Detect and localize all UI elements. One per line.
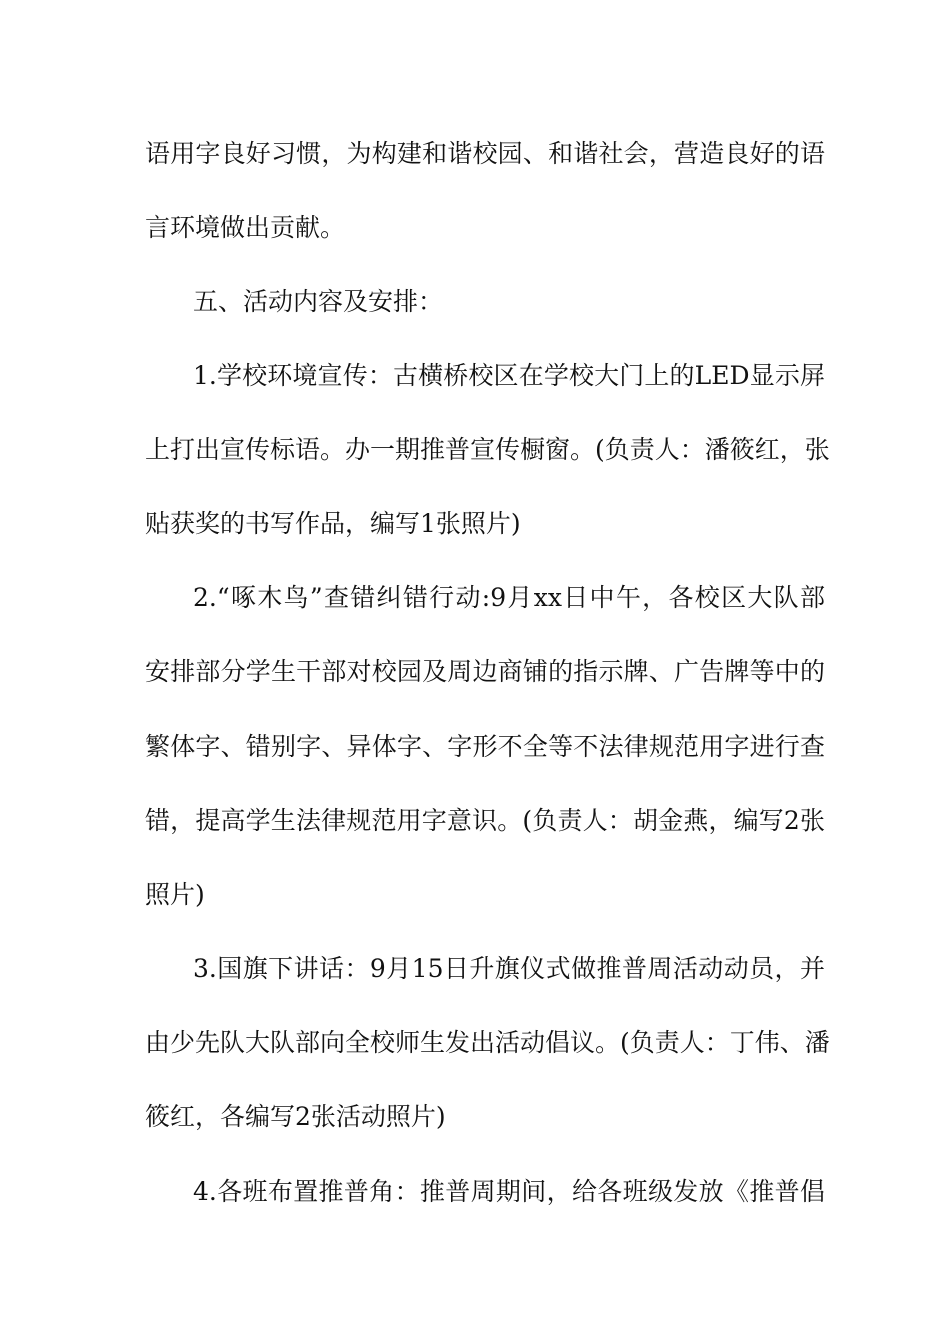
paragraph-line: 言环境做出贡献。 xyxy=(145,213,346,242)
paragraph-line: 1.学校环境宣传：古横桥校区在学校大门上的LED显示屏 xyxy=(193,361,825,390)
paragraph-line: 筱红，各编写2张活动照片) xyxy=(145,1102,446,1131)
paragraph-line: 3.国旗下讲话：9月15日升旗仪式做推普周活动动员，并 xyxy=(193,954,825,983)
paragraph-line: 由少先队大队部向全校师生发出活动倡议。(负责人：丁伟、潘 xyxy=(145,1028,830,1057)
paragraph-line: 语用字良好习惯，为构建和谐校园、和谐社会，营造良好的语 xyxy=(145,139,825,168)
paragraph-line: 照片) xyxy=(145,880,205,909)
paragraph-line: 错，提高学生法律规范用字意识。(负责人：胡金燕，编写2张 xyxy=(145,806,825,835)
paragraph-line: 贴获奖的书写作品，编写1张照片) xyxy=(145,509,521,538)
paragraph-line: 安排部分学生干部对校园及周边商铺的指示牌、广告牌等中的 xyxy=(145,657,825,686)
paragraph-line: 繁体字、错别字、异体字、字形不全等不法律规范用字进行查 xyxy=(145,732,825,761)
paragraph-line: 上打出宣传标语。办一期推普宣传橱窗。(负责人：潘筱红，张 xyxy=(145,435,830,464)
section-heading: 五、活动内容及安排： xyxy=(193,287,444,316)
paragraph-line: 4.各班布置推普角：推普周期间，给各班级发放《推普倡 xyxy=(193,1177,825,1206)
paragraph-line: 2.“啄木鸟”查错纠错行动:9月xx日中午，各校区大队部 xyxy=(193,583,825,612)
